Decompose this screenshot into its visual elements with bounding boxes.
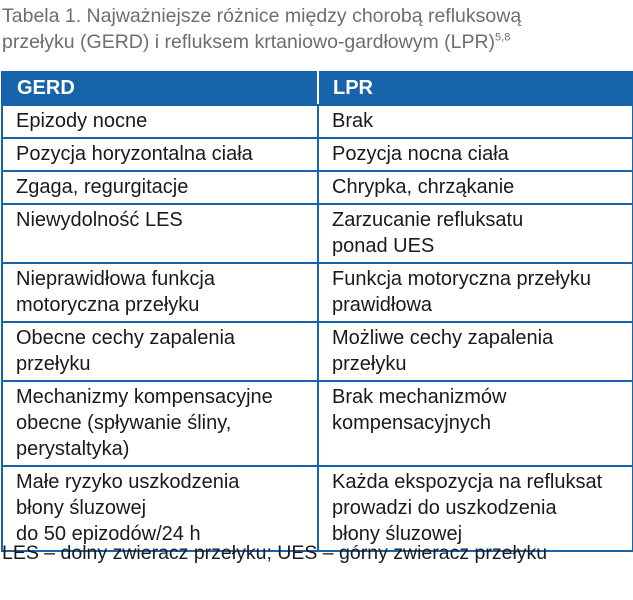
- lpr-cell-line: Funkcja motoryczna przełyku: [332, 268, 591, 290]
- gerd-cell-line: do 50 epizodów/24 h: [16, 523, 201, 545]
- caption-references: 5,8: [495, 31, 511, 44]
- table-row: [2, 138, 633, 171]
- lpr-cell: [318, 466, 633, 551]
- lpr-cell-line: Możliwe cechy zapalenia: [332, 327, 554, 349]
- lpr-cell: [318, 138, 633, 171]
- lpr-cell-line: Zarzucanie refluksatu: [332, 209, 524, 231]
- gerd-cell-line: błony śluzowej: [16, 497, 147, 519]
- gerd-cell-line: Epizody nocne: [16, 110, 148, 132]
- lpr-cell-line: Chrypka, chrząkanie: [332, 176, 515, 198]
- lpr-cell-line: prawidłowa: [332, 294, 433, 316]
- table-row: [2, 105, 633, 138]
- caption-line-2-text: przełyku (GERD) i refluksem krtaniowo-gardłowym (LPR): [2, 31, 496, 53]
- gerd-cell: [2, 263, 318, 322]
- gerd-cell: [2, 466, 318, 551]
- gerd-cell-line: Małe ryzyko uszkodzenia: [16, 471, 240, 493]
- gerd-cell: [2, 322, 318, 381]
- gerd-cell-line: Niewydolność LES: [16, 209, 183, 231]
- gerd-cell-line: Nieprawidłowa funkcja: [16, 268, 215, 290]
- lpr-cell: [318, 204, 633, 263]
- lpr-cell: [318, 263, 633, 322]
- lpr-cell: [318, 105, 633, 138]
- gerd-cell-line: przełyku: [16, 353, 91, 375]
- table-row: [2, 322, 633, 381]
- footnote: LES – dolny zwieracz przełyku; UES – górny zwieracz przełyku: [2, 542, 548, 564]
- table-row: [2, 171, 633, 204]
- lpr-cell: [318, 381, 633, 466]
- gerd-cell-line: Zgaga, regurgitacje: [16, 176, 189, 198]
- gerd-cell-line: obecne (spływanie śliny,: [16, 412, 232, 434]
- lpr-cell-line: Każda ekspozycja na refluksat: [332, 471, 603, 493]
- header-lpr: LPR: [318, 72, 633, 105]
- table-row: [2, 204, 633, 263]
- lpr-cell-line: ponad UES: [332, 235, 435, 257]
- gerd-cell-line: motoryczna przełyku: [16, 294, 200, 316]
- lpr-cell-line: kompensacyjnych: [332, 412, 491, 434]
- gerd-cell: [2, 381, 318, 466]
- gerd-cell-line: perystaltyka): [16, 438, 130, 460]
- lpr-cell: [318, 171, 633, 204]
- lpr-cell: [318, 322, 633, 381]
- table-row: [2, 263, 633, 322]
- gerd-cell-line: Pozycja horyzontalna ciała: [16, 143, 253, 165]
- table-body: [2, 105, 633, 551]
- lpr-cell-line: prowadzi do uszkodzenia: [332, 497, 557, 519]
- gerd-cell-line: Mechanizmy kompensacyjne: [16, 386, 273, 408]
- gerd-cell: [2, 105, 318, 138]
- gerd-cell: [2, 138, 318, 171]
- caption-line-2: [2, 29, 630, 55]
- table-header-row: [2, 72, 633, 105]
- table-row: [2, 466, 633, 551]
- gerd-cell: [2, 171, 318, 204]
- comparison-table: [1, 71, 633, 552]
- caption-line-1: Tabela 1. Najważniejsze różnice między chorobą refluksową: [2, 5, 522, 27]
- lpr-cell-line: Brak: [332, 110, 374, 132]
- gerd-cell-line: Obecne cechy zapalenia: [16, 327, 236, 349]
- lpr-cell-line: Brak mechanizmów: [332, 386, 507, 408]
- lpr-cell-line: przełyku: [332, 353, 407, 375]
- table-caption: [2, 3, 630, 55]
- table-row: [2, 381, 633, 466]
- lpr-cell-line: błony śluzowej: [332, 523, 463, 545]
- gerd-cell: [2, 204, 318, 263]
- header-gerd: GERD: [2, 72, 318, 105]
- lpr-cell-line: Pozycja nocna ciała: [332, 143, 509, 165]
